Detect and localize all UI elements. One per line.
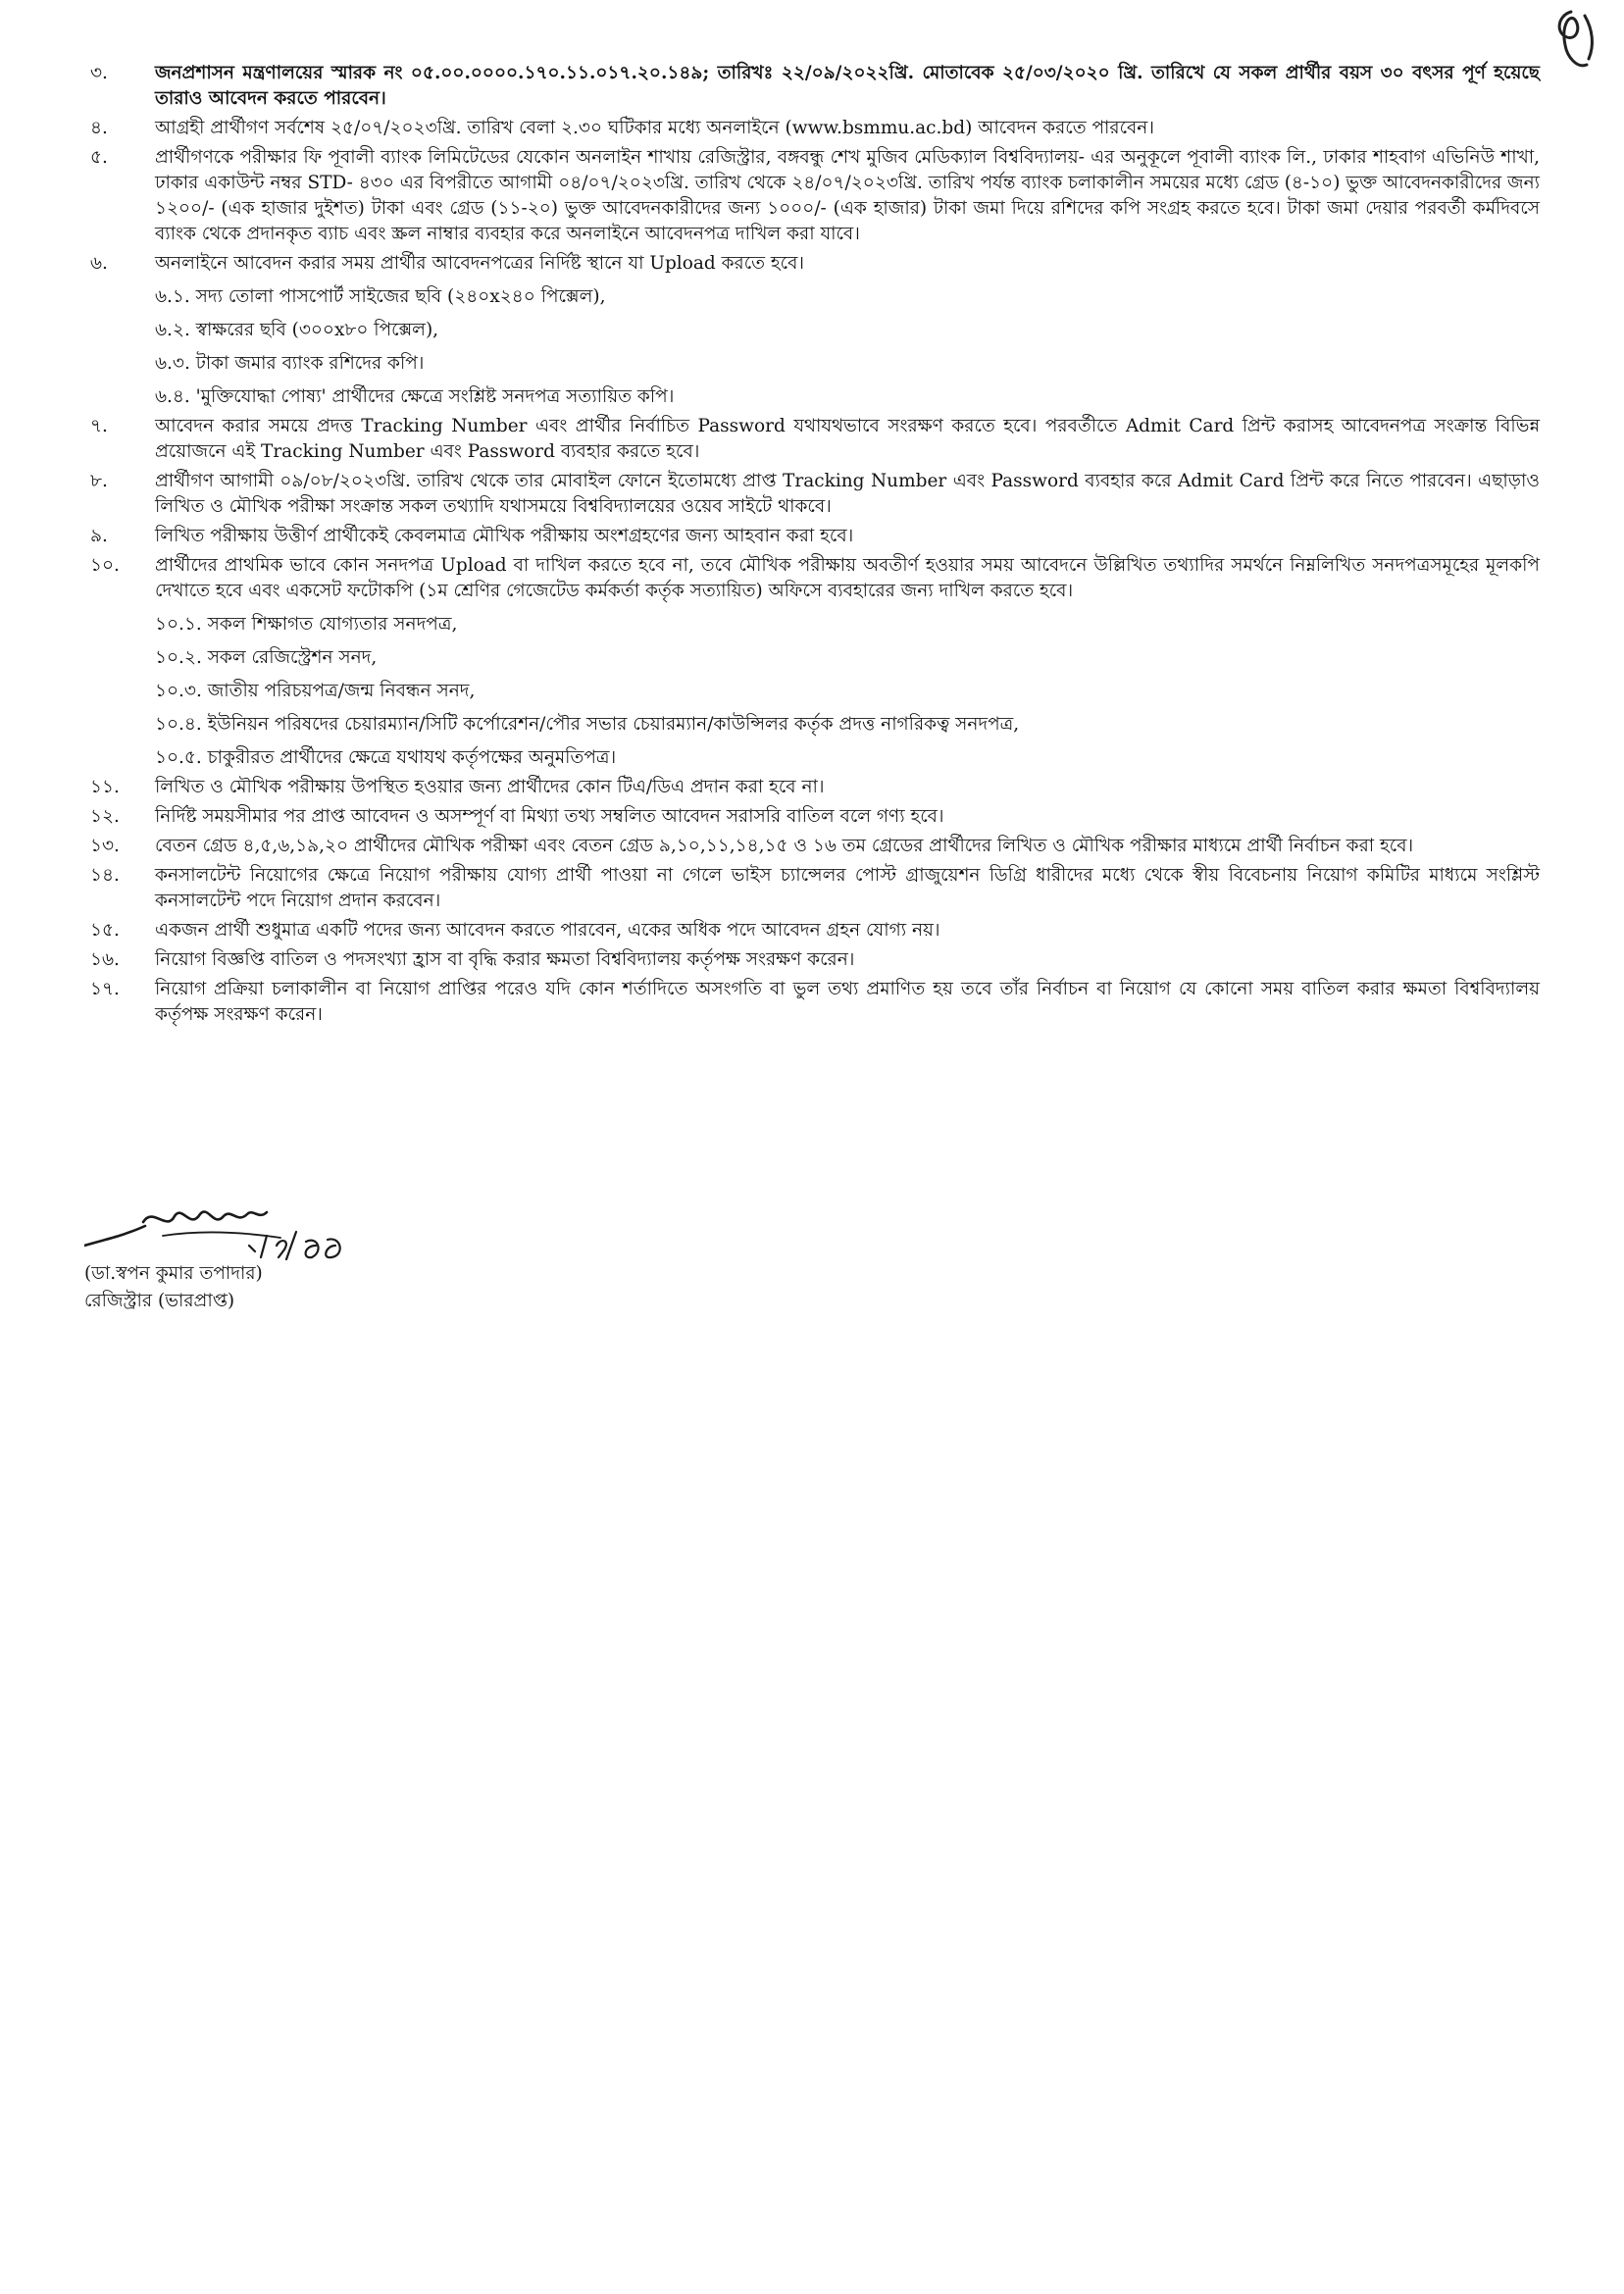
- item-text: জনপ্রশাসন মন্ত্রণালয়ের স্মারক নং ০৫.০০.০০০০.১৭০.১১.০১৭.২০.১৪৯; তারিখঃ ২২/০৯/২০২২খ্রি. মোতাবেক ২৫/০৩/২০২০ খ্রি. তারিখে যে সকল প্রার্থীর বয়স ৩০ বৎসর পূর্ণ হয়েছে তারাও আবেদন করতে পারবেন।: [155, 63, 1540, 109]
- sub-item: ৬.৪. 'মুক্তিযোদ্ধা পোষ্য' প্রার্থীদের ক্ষেত্রে সংশ্লিষ্ট সনদপত্র সত্যায়িত কপি।: [155, 386, 675, 407]
- sub-item: ৬.৩. টাকা জমার ব্যাংক রশিদের কপি।: [155, 353, 425, 374]
- item-text: অনলাইনে আবেদন করার সময় প্রার্থীর আবেদনপত্রের নির্দিষ্ট স্থানে যা Upload করতে হবে।: [155, 253, 804, 274]
- item-number: ৯.: [90, 526, 108, 546]
- handwritten-page-mark-icon: [1542, 6, 1612, 76]
- list-item: [90, 61, 1540, 112]
- list-item: [90, 116, 1540, 141]
- item-number: ৮.: [90, 471, 108, 491]
- sub-item: ১০.১. সকল শিক্ষাগত যোগ্যতার সনদপত্র,: [155, 614, 458, 635]
- list-item: [90, 834, 1540, 859]
- sub-item: ৬.২. স্বাক্ষরের ছবি (৩০০x৮০ পিক্সেল),: [155, 320, 439, 340]
- list-item: [90, 414, 1540, 465]
- sub-item: ১০.৪. ইউনিয়ন পরিষদের চেয়ারম্যান/সিটি কর্পোরেশন/পৌর সভার চেয়ারম্যান/কাউন্সিলর কর্তৃক প্রদত্ত নাগরিকত্ব সনদপত্র,: [155, 714, 1020, 735]
- list-item: [90, 469, 1540, 520]
- item-number: ৬.: [90, 253, 108, 274]
- item-text: নিয়োগ বিজ্ঞপ্তি বাতিল ও পদসংখ্যা হ্রাস বা বৃদ্ধি করার ক্ষমতা বিশ্ববিদ্যালয় কর্তৃপক্ষ সংরক্ষণ করেন।: [155, 949, 855, 970]
- list-item: [90, 804, 1540, 830]
- list-item: [90, 145, 1540, 247]
- sub-item: ১০.৫. চাকুরীরত প্রার্থীদের ক্ষেত্রে যথাযথ কর্তৃপক্ষের অনুমতিপত্র।: [155, 747, 617, 768]
- sub-item: ৬.১. সদ্য তোলা পাসপোর্ট সাইজের ছবি (২৪০x২৪০ পিক্সেল),: [155, 286, 606, 307]
- item-number: ৫.: [90, 147, 108, 168]
- sub-item: ১০.৩. জাতীয় পরিচয়পত্র/জন্ম নিবন্ধন সনদ,: [155, 681, 476, 701]
- item-text: নির্দিষ্ট সময়সীমার পর প্রাপ্ত আবেদন ও অসম্পূর্ণ বা মিথ্যা তথ্য সম্বলিত আবেদন সরাসরি বাতিল বলে গণ্য হবে।: [155, 806, 944, 827]
- handwritten-signature-icon: [84, 1202, 398, 1265]
- list-item: [90, 863, 1540, 914]
- item-number: ১৪.: [90, 865, 120, 886]
- item-number: ১৫.: [90, 920, 120, 941]
- item-text: লিখিত পরীক্ষায় উত্তীর্ণ প্রার্থীকেই কেবলমাত্র মৌখিক পরীক্ষায় অংশগ্রহণের জন্য আহবান করা হবে।: [155, 526, 854, 546]
- item-text: আবেদন করার সময়ে প্রদত্ত Tracking Number এবং প্রার্থীর নির্বাচিত Password যথাযথভাবে সংরক্ষণ করতে হবে। পরবর্তীতে Admit Card প্রিন্ট করাসহ আবেদনপত্র সংক্রান্ত বিভিন্ন প্রয়োজনে এই Tracking Number এবং Password ব্যবহার করতে হবে।: [155, 416, 1540, 462]
- list-item: [90, 524, 1540, 549]
- sub-list: [155, 280, 1540, 414]
- item-number: ১৭.: [90, 979, 120, 999]
- list-item: [90, 918, 1540, 943]
- list-item: [90, 775, 1540, 800]
- list-item: [90, 947, 1540, 973]
- list-item: [90, 553, 1540, 604]
- item-number: ৩.: [90, 63, 108, 83]
- item-text: কনসালটেন্ট নিয়োগের ক্ষেত্রে নিয়োগ পরীক্ষায় যোগ্য প্রার্থী পাওয়া না গেলে ভাইস চ্যান্সেলর পোস্ট গ্রাজুয়েশন ডিগ্রি ধারীদের মধ্যে থেকে স্বীয় বিবেচনায় নিয়োগ কমিটির মাধ্যমে সংশ্লিস্ট কনসালটেন্ট পদে নিয়োগ প্রদান করবেন।: [155, 865, 1541, 911]
- item-number: ১২.: [90, 806, 120, 827]
- list-item: [90, 977, 1540, 1028]
- item-text: লিখিত ও মৌখিক পরীক্ষায় উপস্থিত হওয়ার জন্য প্রার্থীদের কোন টিএ/ডিএ প্রদান করা হবে না।: [155, 777, 825, 797]
- terms-list: [90, 61, 1540, 1032]
- item-number: ৭.: [90, 416, 108, 436]
- item-number: ১৬.: [90, 949, 120, 970]
- sub-item: ১০.২. সকল রেজিস্ট্রেশন সনদ,: [155, 647, 378, 668]
- item-text: প্রার্থীগণকে পরীক্ষার ফি পূবালী ব্যাংক লিমিটেডের যেকোন অনলাইন শাখায় রেজিস্ট্রার, বঙ্গবন্ধু শেখ মুজিব মেডিক্যাল বিশ্ববিদ্যালয়- এর অনুকূলে পূবালী ব্যাংক লি., ঢাকার শাহবাগ এভিনিউ শাখা, ঢাকার একাউন্ট নম্বর STD- ৪৩০ এর বিপরীতে আগামী ০৪/০৭/২০২৩খ্রি. তারিখ থেকে ২৪/০৭/২০২৩খ্রি. তারিখ পর্যন্ত ব্যাংক চলাকালীন সময়ের মধ্যে গ্রেড (৪-১০) ভুক্ত আবেদনকারীদের জন্য ১২০০/- (এক হাজার দুইশত) টাকা এবং গ্রেড (১১-২০) ভুক্ত আবেদনকারীদের জন্য ১০০০/- (এক হাজার) টাকা জমা দিয়ে রশিদের কপি সংগ্রহ করতে হবে। টাকা জমা দেয়ার পরবর্তী কর্মদিবসে ব্যাংক থেকে প্রদানকৃত ব্যাচ এবং স্ক্রল নাম্বার ব্যবহার করে অনলাইনে আবেদনপত্র দাখিল করা যাবে।: [155, 147, 1540, 244]
- list-item: [90, 251, 1540, 277]
- signature-block: [84, 1202, 437, 1330]
- item-number: ১৩.: [90, 836, 120, 856]
- item-text: নিয়োগ প্রক্রিয়া চলাকালীন বা নিয়োগ প্রাপ্তির পরেও যদি কোন শর্তাদিতে অসংগতি বা ভুল তথ্য প্রমাণিত হয় তবে তাঁর নির্বাচন বা নিয়োগ যে কোনো সময় বাতিল করার ক্ষমতা বিশ্ববিদ্যালয় কর্তৃপক্ষ সংরক্ষণ করেন।: [155, 979, 1540, 1025]
- signatory-name: (ডা.স্বপন কুমার তপাদার): [84, 1263, 263, 1284]
- item-number: ১০.: [90, 555, 120, 576]
- item-text: একজন প্রার্থী শুধুমাত্র একটি পদের জন্য আবেদন করতে পারবেন, একের অধিক পদে আবেদন গ্রহন যোগ্য নয়।: [155, 920, 940, 941]
- item-number: ৪.: [90, 118, 108, 138]
- sub-list: [155, 608, 1540, 775]
- item-text: প্রার্থীগণ আগামী ০৯/০৮/২০২৩খ্রি. তারিখ থেকে তার মোবাইল ফোনে ইতোমধ্যে প্রাপ্ত Tracking Number এবং Password ব্যবহার করে Admit Card প্রিন্ট করে নিতে পারবেন। এছাড়াও লিখিত ও মৌখিক পরীক্ষা সংক্রান্ত সকল তথ্যাদি যথাসময়ে বিশ্ববিদ্যালয়ের ওয়েব সাইটে থাকবে।: [155, 471, 1540, 517]
- signatory-title: রেজিস্ট্রার (ভারপ্রাপ্ত): [84, 1291, 235, 1311]
- item-text: আগ্রহী প্রার্থীগণ সর্বশেষ ২৫/০৭/২০২৩খ্রি. তারিখ বেলা ২.৩০ ঘটিকার মধ্যে অনলাইনে (www.bsmmu.ac.bd) আবেদন করতে পারবেন।: [155, 118, 1154, 138]
- item-text: বেতন গ্রেড ৪,৫,৬,১৯,২০ প্রার্থীদের মৌখিক পরীক্ষা এবং বেতন গ্রেড ৯,১০,১১,১৪,১৫ ও ১৬ তম গ্রেডের প্রার্থীদের লিখিত ও মৌখিক পরীক্ষার মাধ্যমে প্রার্থী নির্বাচন করা হবে।: [155, 836, 1414, 856]
- item-number: ১১.: [90, 777, 120, 797]
- item-text: প্রার্থীদের প্রাথমিক ভাবে কোন সনদপত্র Upload বা দাখিল করতে হবে না, তবে মৌখিক পরীক্ষায় অবতীর্ণ হওয়ার সময় আবেদনে উল্লিখিত তথ্যাদির সমর্থনে নিম্নলিখিত সনদপত্রসমূহের মূলকপি দেখাতে হবে এবং একসেট ফটোকপি (১ম শ্রেণির গেজেটেড কর্মকর্তা কর্তৃক সত্যায়িত) অফিসে ব্যবহারের জন্য দাখিল করতে হবে।: [155, 555, 1540, 601]
